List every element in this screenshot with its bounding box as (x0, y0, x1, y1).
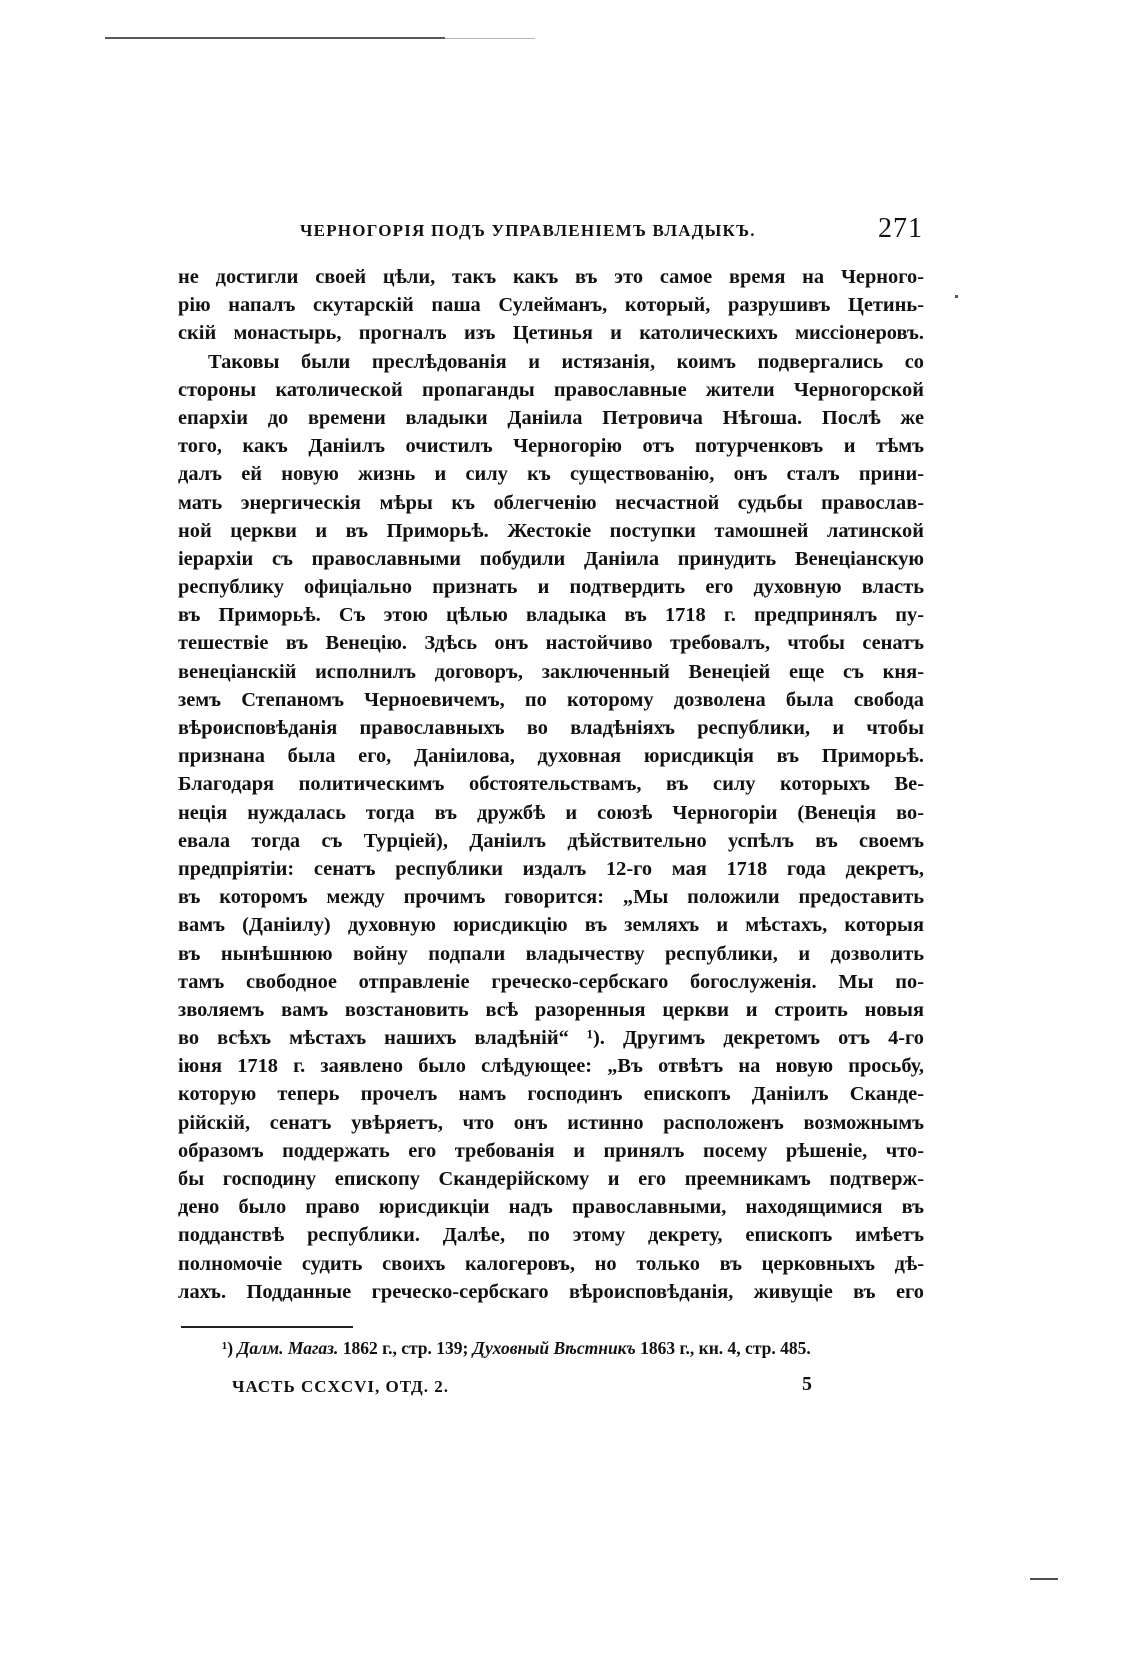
text-line: въ которомъ между прочимъ говорится: „Мы положили предоставить (178, 886, 924, 909)
text-line: зволяемъ вамъ возстановить всѣ разоренныя церкви и строить новыя (178, 998, 924, 1021)
page-header (300, 213, 923, 253)
text-line: рію напалъ скутарскій паша Сулейманъ, который, разрушивъ Цетинь- (178, 294, 924, 317)
text-line: тешествіе въ Венецію. Здѣсь онъ настойчиво требовалъ, чтобы сенатъ (178, 632, 924, 655)
text-line: іерархіи съ православными побудили Даніила принудить Венеціанскую (178, 547, 924, 570)
text-line: Таковы были преслѣдованія и истязанія, коимъ подвергались со (208, 350, 924, 373)
text-line: Благодаря политическимъ обстоятельствамъ, въ силу которыхъ Ве- (178, 773, 924, 796)
scan-margin-dash (1030, 1578, 1058, 1580)
text-line: не достигли своей цѣли, такъ какъ въ это самое время на Черного- (178, 266, 924, 288)
text-line: вамъ (Даніилу) духовную юрисдикцію въ земляхъ и мѣстахъ, которыя (178, 914, 924, 937)
signature-line: ЧАСТЬ CCXCVI, ОТД. 2. (232, 1377, 449, 1396)
footnote-source-2: Духовный Вѣстникъ (472, 1338, 636, 1358)
text-line: того, какъ Даніилъ очистилъ Черногорію отъ потурченковъ и тѣмъ (178, 435, 924, 458)
text-line: скій монастырь, прогналъ изъ Цетинья и католическихъ миссіонеровъ. (178, 322, 924, 345)
text-line: которую теперь прочелъ намъ господинъ епископъ Даніилъ Скандe- (178, 1083, 924, 1106)
text-line: епархіи до времени владыки Даніила Петровича Нѣгоша. Послѣ же (178, 406, 924, 429)
text-line: земъ Степаномъ Черноевичемъ, по которому дозволена была свобода (178, 688, 924, 711)
text-line: стороны католической пропаганды православные жители Черногорской (178, 378, 924, 401)
running-title: ЧЕРНОГОРІЯ ПОДЪ УПРАВЛЕНІЕМЪ ВЛАДЫКЪ. (300, 221, 756, 240)
text-line: іюня 1718 г. заявлено было слѣдующее: „Въ отвѣтъ на новую просьбу, (178, 1055, 924, 1078)
scan-edge-rule-faint (445, 38, 535, 39)
text-line: дено было право юрисдикціи надъ православными, находящимися въ (178, 1196, 924, 1219)
text-line: полномочіе судить своихъ калогеровъ, но только въ церковныхъ дѣ- (178, 1252, 924, 1275)
footnote-marker: ¹) (222, 1338, 234, 1358)
text-line: республику офиціально признать и подтвердить его духовную власть (178, 576, 924, 599)
text-line: вѣроисповѣданія православныхъ во владѣніяхъ республики, и чтобы (178, 717, 924, 739)
text-line: венеціанскій исполнилъ договоръ, заключенный Венеціей еще съ кня- (178, 660, 924, 683)
text-line: предпріятіи: сенатъ республики издалъ 12-го мая 1718 года декретъ, (178, 857, 924, 880)
scan-edge-rule (105, 37, 445, 39)
text-line: лахъ. Подданные греческо-сербскаго вѣроисповѣданія, живущіе въ его (178, 1280, 924, 1303)
text-line: далъ ей новую жизнь и силу къ существованію, онъ сталъ прини- (178, 463, 924, 486)
footnote-rule (181, 1326, 353, 1328)
text-line: рійскій, сенатъ увѣряетъ, что онъ истинно расположенъ возможнымъ (178, 1111, 924, 1134)
page-number: 271 (878, 213, 923, 244)
sheet-number: 5 (802, 1373, 812, 1395)
text-line: ной церкви и въ Приморьѣ. Жестокіе поступки тамошней латинской (178, 519, 924, 542)
footnote (222, 1338, 922, 1359)
text-line: тамъ свободное отправленіе греческо-сербскаго богослуженія. Мы по- (178, 970, 924, 993)
footnote-source-1: Далм. Магаз. (237, 1338, 339, 1358)
text-line: подданствѣ республики. Далѣе, по этому декрету, епископъ имѣетъ (178, 1224, 924, 1247)
text-line: неція нуждалась тогда въ дружбѣ и союзѣ Черногоріи (Венеція во- (178, 801, 924, 824)
text-line: бы господину епископу Скандерійскому и его преемникамъ подтверж- (178, 1168, 924, 1190)
text-line: въ Приморьѣ. Съ этою цѣлью владыка въ 1718 г. предпринялъ пу- (178, 604, 924, 627)
scan-speck (955, 295, 958, 298)
text-line: въ нынѣшнюю войну подпали владычеству республики, и дозволить (178, 942, 924, 965)
footnote-ref-2: 1863 г., кн. 4, стр. 485. (640, 1338, 811, 1358)
body-text (178, 263, 924, 1306)
text-line: во всѣхъ мѣстахъ нашихъ владѣній“ ¹). Другимъ декретомъ отъ 4-го (178, 1027, 924, 1050)
text-line: образомъ поддержать его требованія и принялъ посему рѣшеніе, что- (178, 1139, 924, 1162)
footnote-ref-1: 1862 г., стр. 139; (342, 1338, 469, 1358)
text-line: признана была его, Даніилова, духовная юрисдикція въ Приморьѣ. (178, 745, 924, 768)
text-line: евала тогда съ Турціей), Даніилъ дѣйствительно успѣлъ въ своемъ (178, 829, 924, 852)
text-line: мать энергическія мѣры къ облегченію несчастной судьбы православ- (178, 491, 924, 514)
